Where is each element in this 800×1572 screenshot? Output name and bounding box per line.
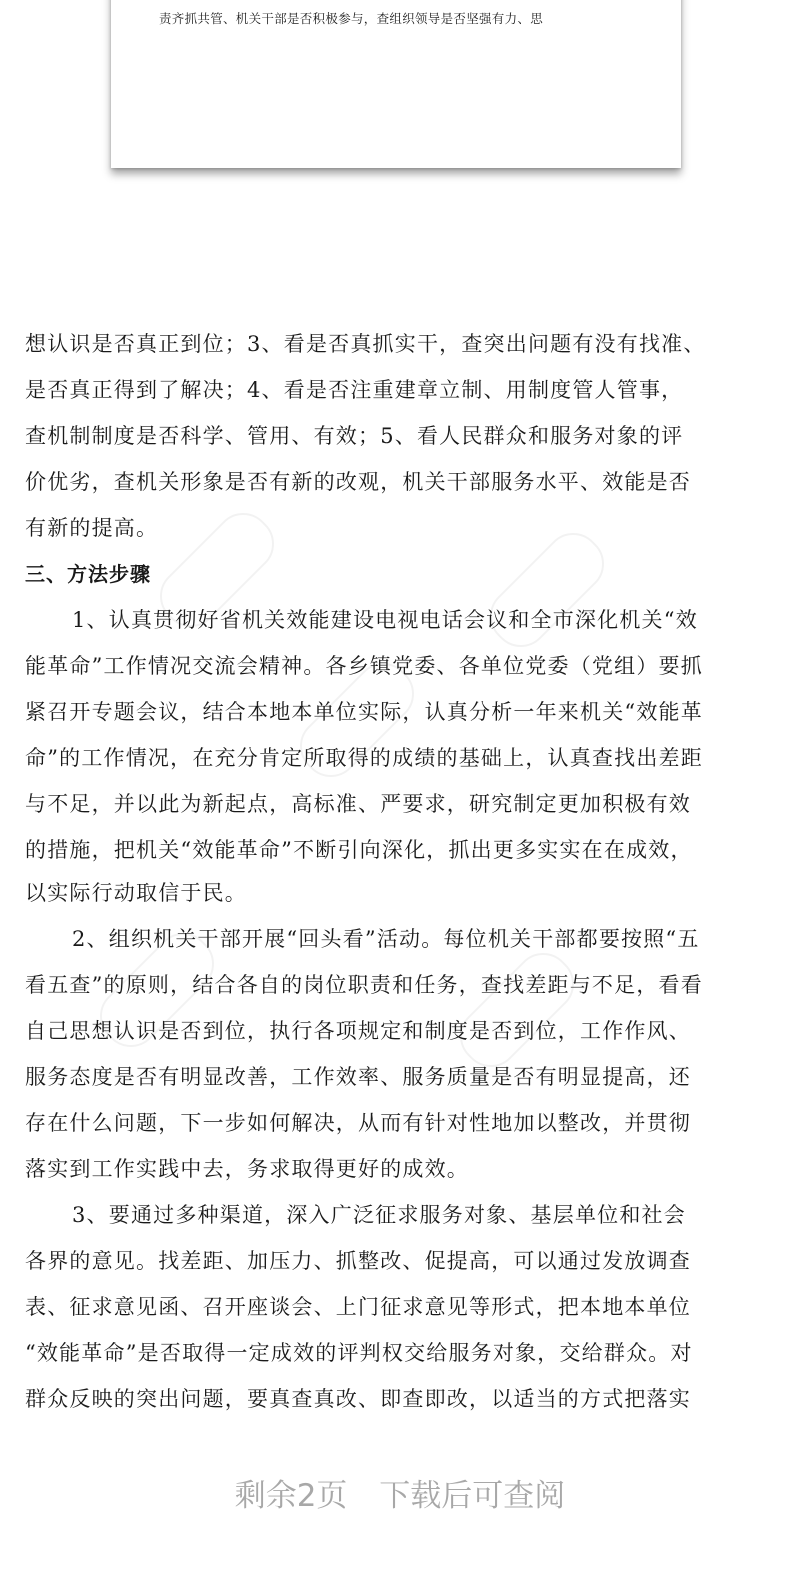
- preview-line: 责齐抓共管、机关干部是否积极参与，查组织领导是否坚强有力、思: [159, 11, 544, 26]
- text-line: 1、认真贯彻好省机关效能建设电视电话会议和全市深化机关“效: [72, 608, 698, 632]
- text-line: 自己思想认识是否到位，执行各项规定和制度是否到位，工作作风、: [25, 1019, 691, 1043]
- download-hint-label: 下载后可查阅: [379, 1478, 566, 1514]
- text-line: 各界的意见。找差距、加压力、抓整改、促提高，可以通过发放调查: [25, 1249, 691, 1273]
- text-line: 价优劣，查机关形象是否有新的改观，机关干部服务水平、效能是否: [25, 470, 691, 494]
- text-line: 表、征求意见函、召开座谈会、上门征求意见等形式，把本地本单位: [25, 1295, 691, 1319]
- text-line: 紧召开专题会议，结合本地本单位实际，认真分析一年来机关“效能革: [25, 700, 703, 724]
- text-line: 以实际行动取信于民。: [25, 881, 247, 905]
- section-heading: 三、方法步骤: [25, 562, 151, 586]
- text-line: 查机制制度是否科学、管用、有效；5、看人民群众和服务对象的评: [25, 424, 684, 448]
- text-line: 服务态度是否有明显改善，工作效率、服务质量是否有明显提高，还: [25, 1065, 691, 1089]
- text-line: 命”的工作情况，在充分肯定所取得的成绩的基础上，认真查找出差距: [25, 746, 703, 770]
- text-line: 3、要通过多种渠道，深入广泛征求服务对象、基层单位和社会: [72, 1203, 686, 1227]
- text-line: 是否真正得到了解决；4、看是否注重建章立制、用制度管人管事，: [25, 378, 684, 402]
- text-line: 的措施，把机关“效能革命”不断引向深化，抓出更多实实在在成效，: [25, 838, 693, 862]
- document-preview-card: [111, 0, 681, 168]
- text-line: 落实到工作实践中去，务求取得更好的成效。: [25, 1157, 469, 1181]
- watermark-logo: [448, 941, 585, 1078]
- text-line: 有新的提高。: [25, 516, 159, 540]
- text-line: “效能革命”是否取得一定成效的评判权交给服务对象，交给群众。对: [25, 1341, 693, 1365]
- text-line: 能革命”工作情况交流会精神。各乡镇党委、各单位党委（党组）要抓: [25, 654, 703, 678]
- text-line: 想认识是否真正到位；3、看是否真抓实干，查突出问题有没有找准、: [25, 332, 706, 356]
- text-line: 与不足，并以此为新起点，高标准、严要求，研究制定更加积极有效: [25, 792, 691, 816]
- remaining-pages-label: 剩余2页: [234, 1478, 348, 1514]
- text-line: 群众反映的突出问题，要真查真改、即查即改，以适当的方式把落实: [25, 1387, 691, 1411]
- text-line: 看五查”的原则，结合各自的岗位职责和任务，查找差距与不足，看看: [25, 973, 703, 997]
- text-line: 存在什么问题，下一步如何解决，从而有针对性地加以整改，并贯彻: [25, 1111, 691, 1135]
- text-line: 2、组织机关干部开展“回头看”活动。每位机关干部都要按照“五: [72, 927, 700, 951]
- watermark-logo: [478, 521, 615, 658]
- download-prompt[interactable]: [0, 1470, 800, 1515]
